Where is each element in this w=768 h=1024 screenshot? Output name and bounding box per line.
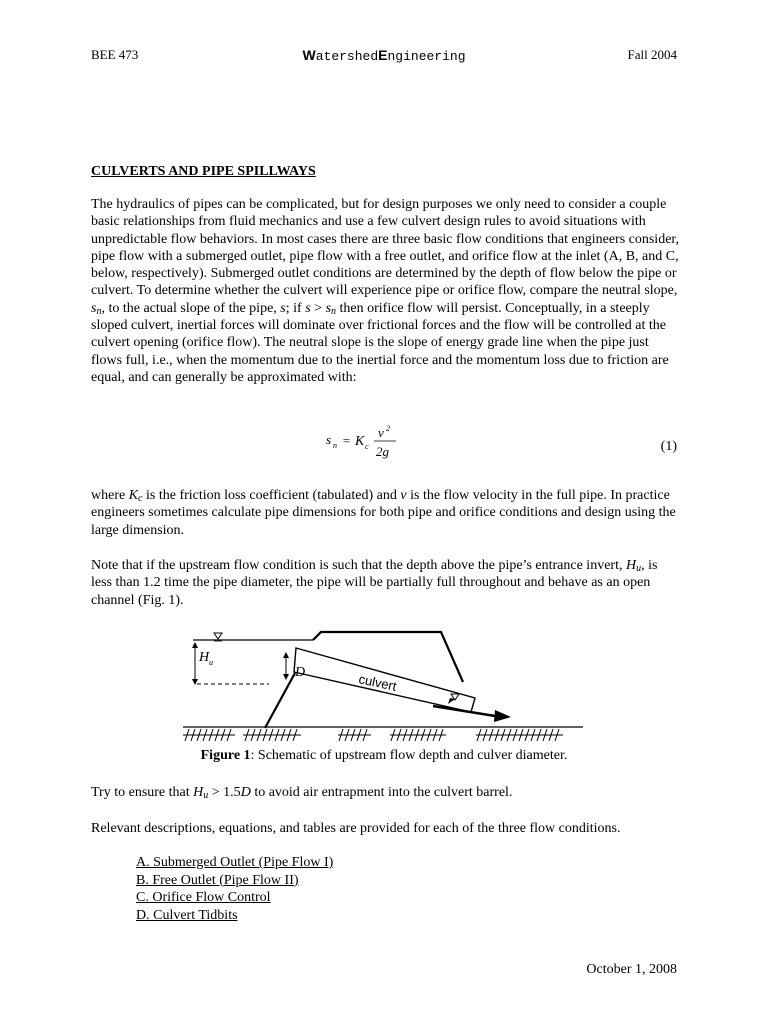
svg-text:c: c xyxy=(365,442,369,451)
d-label: D xyxy=(295,665,306,680)
note-paragraph: Note that if the upstream flow condition is such that the depth above the pipe’s entrance invert, $H_u$, is less than 1.2 time the pipe diameter, the pipe will be partially full throughout and behave as an open channel (Fig. 1). xyxy=(91,558,658,608)
hu-label: H xyxy=(199,650,210,665)
link-submerged-outlet[interactable]: A. Submerged Outlet (Pipe Flow I) xyxy=(136,855,334,870)
svg-text:2g: 2g xyxy=(376,444,389,459)
neutral-slope-equation xyxy=(300,424,420,474)
svg-text:n: n xyxy=(333,441,337,450)
svg-text:K: K xyxy=(355,434,365,449)
svg-text:2: 2 xyxy=(386,424,390,433)
section-title: CULVERTS AND PIPE SPILLWAYS xyxy=(91,164,316,179)
relevant-intro: Relevant descriptions, equations, and tables are provided for each of the three flow conditions. xyxy=(91,821,621,836)
culvert-label: culvert xyxy=(357,671,398,694)
intro-paragraph: The hydraulics of pipes can be complicated, but for design purposes we only need to consider a couple basic relationships from fluid mechanics and use a few culvert design rules to avoid situations with unpredictable flow behaviors. In most cases there are three basic flow conditions that engineers consider, pipe flow with a submerged outlet, pipe flow with a free outlet, and orifice flow at the inlet (A, B, and C, below, respectively). Submerged outlet conditions are determined by the depth of flow below the pipe or culvert. To determine whether the culvert will experience pipe or orifice flow, compare the neutral slope, $s_n$, to the actual slope of the pipe, s; if $s > s_n$ then orifice flow will persist. Conceptually, in a steeply sloped culvert, inertial forces will dominate over frictional forces and the flow will be controlled at the culvert opening (orifice flow). The neutral slope is the slope of energy grade line when the pipe just flows full, i.e., when the momentum due to the inertial force and the momentum loss due to friction are equal, and can generally be approximated with: xyxy=(91,197,680,385)
link-free-outlet[interactable]: B. Free Outlet (Pipe Flow II) xyxy=(136,872,299,888)
header-term: Fall 2004 xyxy=(627,47,677,62)
svg-text:s: s xyxy=(326,432,332,447)
svg-text:v: v xyxy=(378,425,384,440)
friction-paragraph: where $K_c$ is the friction loss coefficient (tabulated) and v is the flow velocity in the full pipe. In practice engineers sometimes calculate pipe dimensions for both pipe and orifice conditions and design using the large dimension. xyxy=(91,488,676,538)
header-course: BEE 473 xyxy=(91,47,139,62)
equation-number: (1) xyxy=(660,439,677,454)
svg-text:u: u xyxy=(209,658,213,667)
link-culvert-tidbits[interactable]: D. Culvert Tidbits xyxy=(136,907,238,923)
water-level-icon xyxy=(214,633,222,639)
hu-guidance: Try to ensure that $H_u > 1.5D$ to avoid air entrapment into the culvert barrel. xyxy=(91,785,513,801)
link-orifice-flow[interactable]: C. Orifice Flow Control xyxy=(136,890,271,906)
svg-text:=: = xyxy=(342,433,351,448)
footer-date: October 1, 2008 xyxy=(586,962,677,977)
culvert-schematic xyxy=(183,628,585,754)
flow-condition-links xyxy=(136,854,333,924)
embankment xyxy=(313,632,463,682)
flow-arrow xyxy=(433,706,495,716)
ground-hatching xyxy=(183,729,563,741)
figure-caption: Figure 1: Schematic of upstream flow depth and culver diameter. xyxy=(200,748,568,763)
header-title: WatershedEngineering xyxy=(302,47,466,64)
